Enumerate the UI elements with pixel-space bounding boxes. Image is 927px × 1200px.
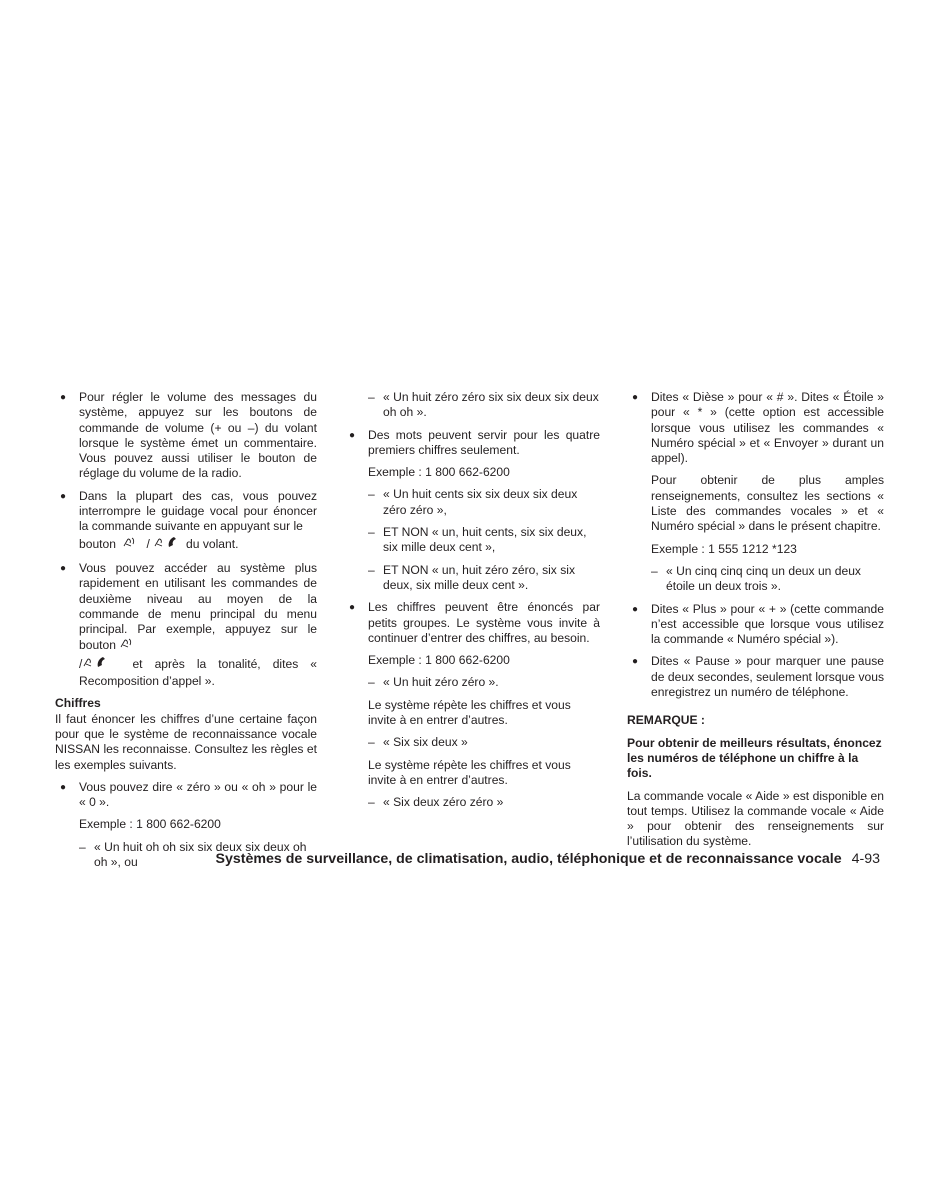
bullet-pause: ● Dites « Pause » pour marquer une pause de deux secondes, seulement lorsque vous enregistrez un numéro de téléphone. [627, 654, 884, 700]
dash-item: – « Un huit cents six six deux six deux zéro zéro », [368, 487, 578, 517]
indented-paragraph: Le système répète les chiffres et vous invite à en entrer d’autres. [368, 757, 571, 787]
talk-button-icon [119, 536, 136, 553]
dash-item: – « Un huit oh oh six six deux six deux oh oh », ou [79, 839, 307, 870]
indented-paragraph: Le système répète les chiffres et vous invite à en entrer d’autres. [368, 697, 571, 728]
paragraph-chiffres: Il faut énoncer les chiffres d’une certaine façon pour que le système de reconnaissance vocale NISSAN les reconnaisse. Consultez les règles et les exemples suivants. [55, 711, 317, 772]
dash-item: – « Un huit zéro zéro ». [368, 675, 499, 690]
remarque-paragraph: La commande vocale « Aide » est disponible en tout temps. Utilisez la commande vocale « Aide » pour obtenir des renseignements sur l’utilisation du système. [627, 788, 884, 849]
indented-paragraph: Pour obtenir de plus amples renseignements, consultez les sections « Liste des commandes vocales » et « Numéro spécial » dans le présent chapitre. [651, 473, 884, 534]
footer-title: Systèmes de surveillance, de climatisation, audio, téléphonique et de reconnaissance vocale [215, 851, 842, 867]
bullet-groups: ● Les chiffres peuvent être énoncés par petits groupes. Le système vous invite à continuer d’entrer des chiffres, au besoin. [344, 600, 600, 646]
page-number: 4-93 [851, 851, 880, 867]
bullet-second-level: ● Vous pouvez accéder au système plus rapidement en utilisant les commandes de deuxième niveau au moyen de la commande de menu principal du menu principal. Par exemple, appuyez sur le bouton / et après la tonalité, dites « Recomposition d’appel ». [55, 561, 317, 689]
example-text: Exemple : 1 800 662-6200 [79, 817, 221, 832]
bullet-words: ● Des mots peuvent servir pour les quatre premiers chiffres seulement. [344, 428, 600, 459]
bullet-volume: ● Pour régler le volume des messages du système, appuyez sur les boutons de commande de volume (+ ou –) du volant lorsque le système émet un commentaire. Vous pouvez aussi utiliser le bouton de réglage du volume de la radio. [55, 390, 317, 482]
bullet-zero: ● Vous pouvez dire « zéro » ou « oh » pour le « 0 ». [55, 780, 317, 811]
bullet-interrupt: ● Dans la plupart des cas, vous pouvez interrompre le guidage vocal pour énoncer la commande suivante en appuyant sur le bouton / du volant. [55, 489, 317, 554]
remarque-bold-text: Pour obtenir de meilleurs résultats, énoncez les numéros de téléphone un chiffre à la fois. [627, 735, 882, 781]
example-text: Exemple : 1 555 1212 *123 [651, 541, 797, 556]
column-2 [344, 390, 600, 818]
heading-remarque: REMARQUE : [627, 713, 705, 728]
column-3 [627, 390, 884, 850]
dash-item: – « Un cinq cinq cinq un deux un deux étoile un deux trois ». [651, 563, 861, 594]
dash-item: – ET NON « un, huit cents, six six deux, six mille deux cent », [368, 525, 587, 555]
column-1 [55, 390, 317, 877]
talk-phone-icon [153, 535, 179, 554]
dash-item: – « Six deux zéro zéro » [368, 795, 504, 810]
dash-item: – « Un huit zéro zéro six six deux six deux oh oh ». [368, 390, 599, 420]
page-footer [0, 851, 880, 867]
bullet-diese: ● Dites « Dièse » pour « # ». Dites « Étoile » pour « * » (cette option est accessible lorsque vous utilisez les commandes « Numéro spécial » et « Envoyer » durant un appel). [627, 390, 884, 466]
dash-item: – ET NON « un, huit zéro zéro, six six deux, six mille deux cent ». [368, 562, 575, 592]
talk-button-icon [119, 637, 133, 654]
dash-item: – « Six six deux » [368, 735, 468, 750]
example-text: Exemple : 1 800 662-6200 [368, 465, 510, 480]
example-text: Exemple : 1 800 662-6200 [368, 653, 510, 668]
talk-phone-icon [82, 655, 108, 674]
bullet-plus: ● Dites « Plus » pour « + » (cette commande n’est accessible que lorsque vous utilisez la commande « Numéro spécial »). [627, 602, 884, 648]
heading-chiffres: Chiffres [55, 696, 101, 711]
